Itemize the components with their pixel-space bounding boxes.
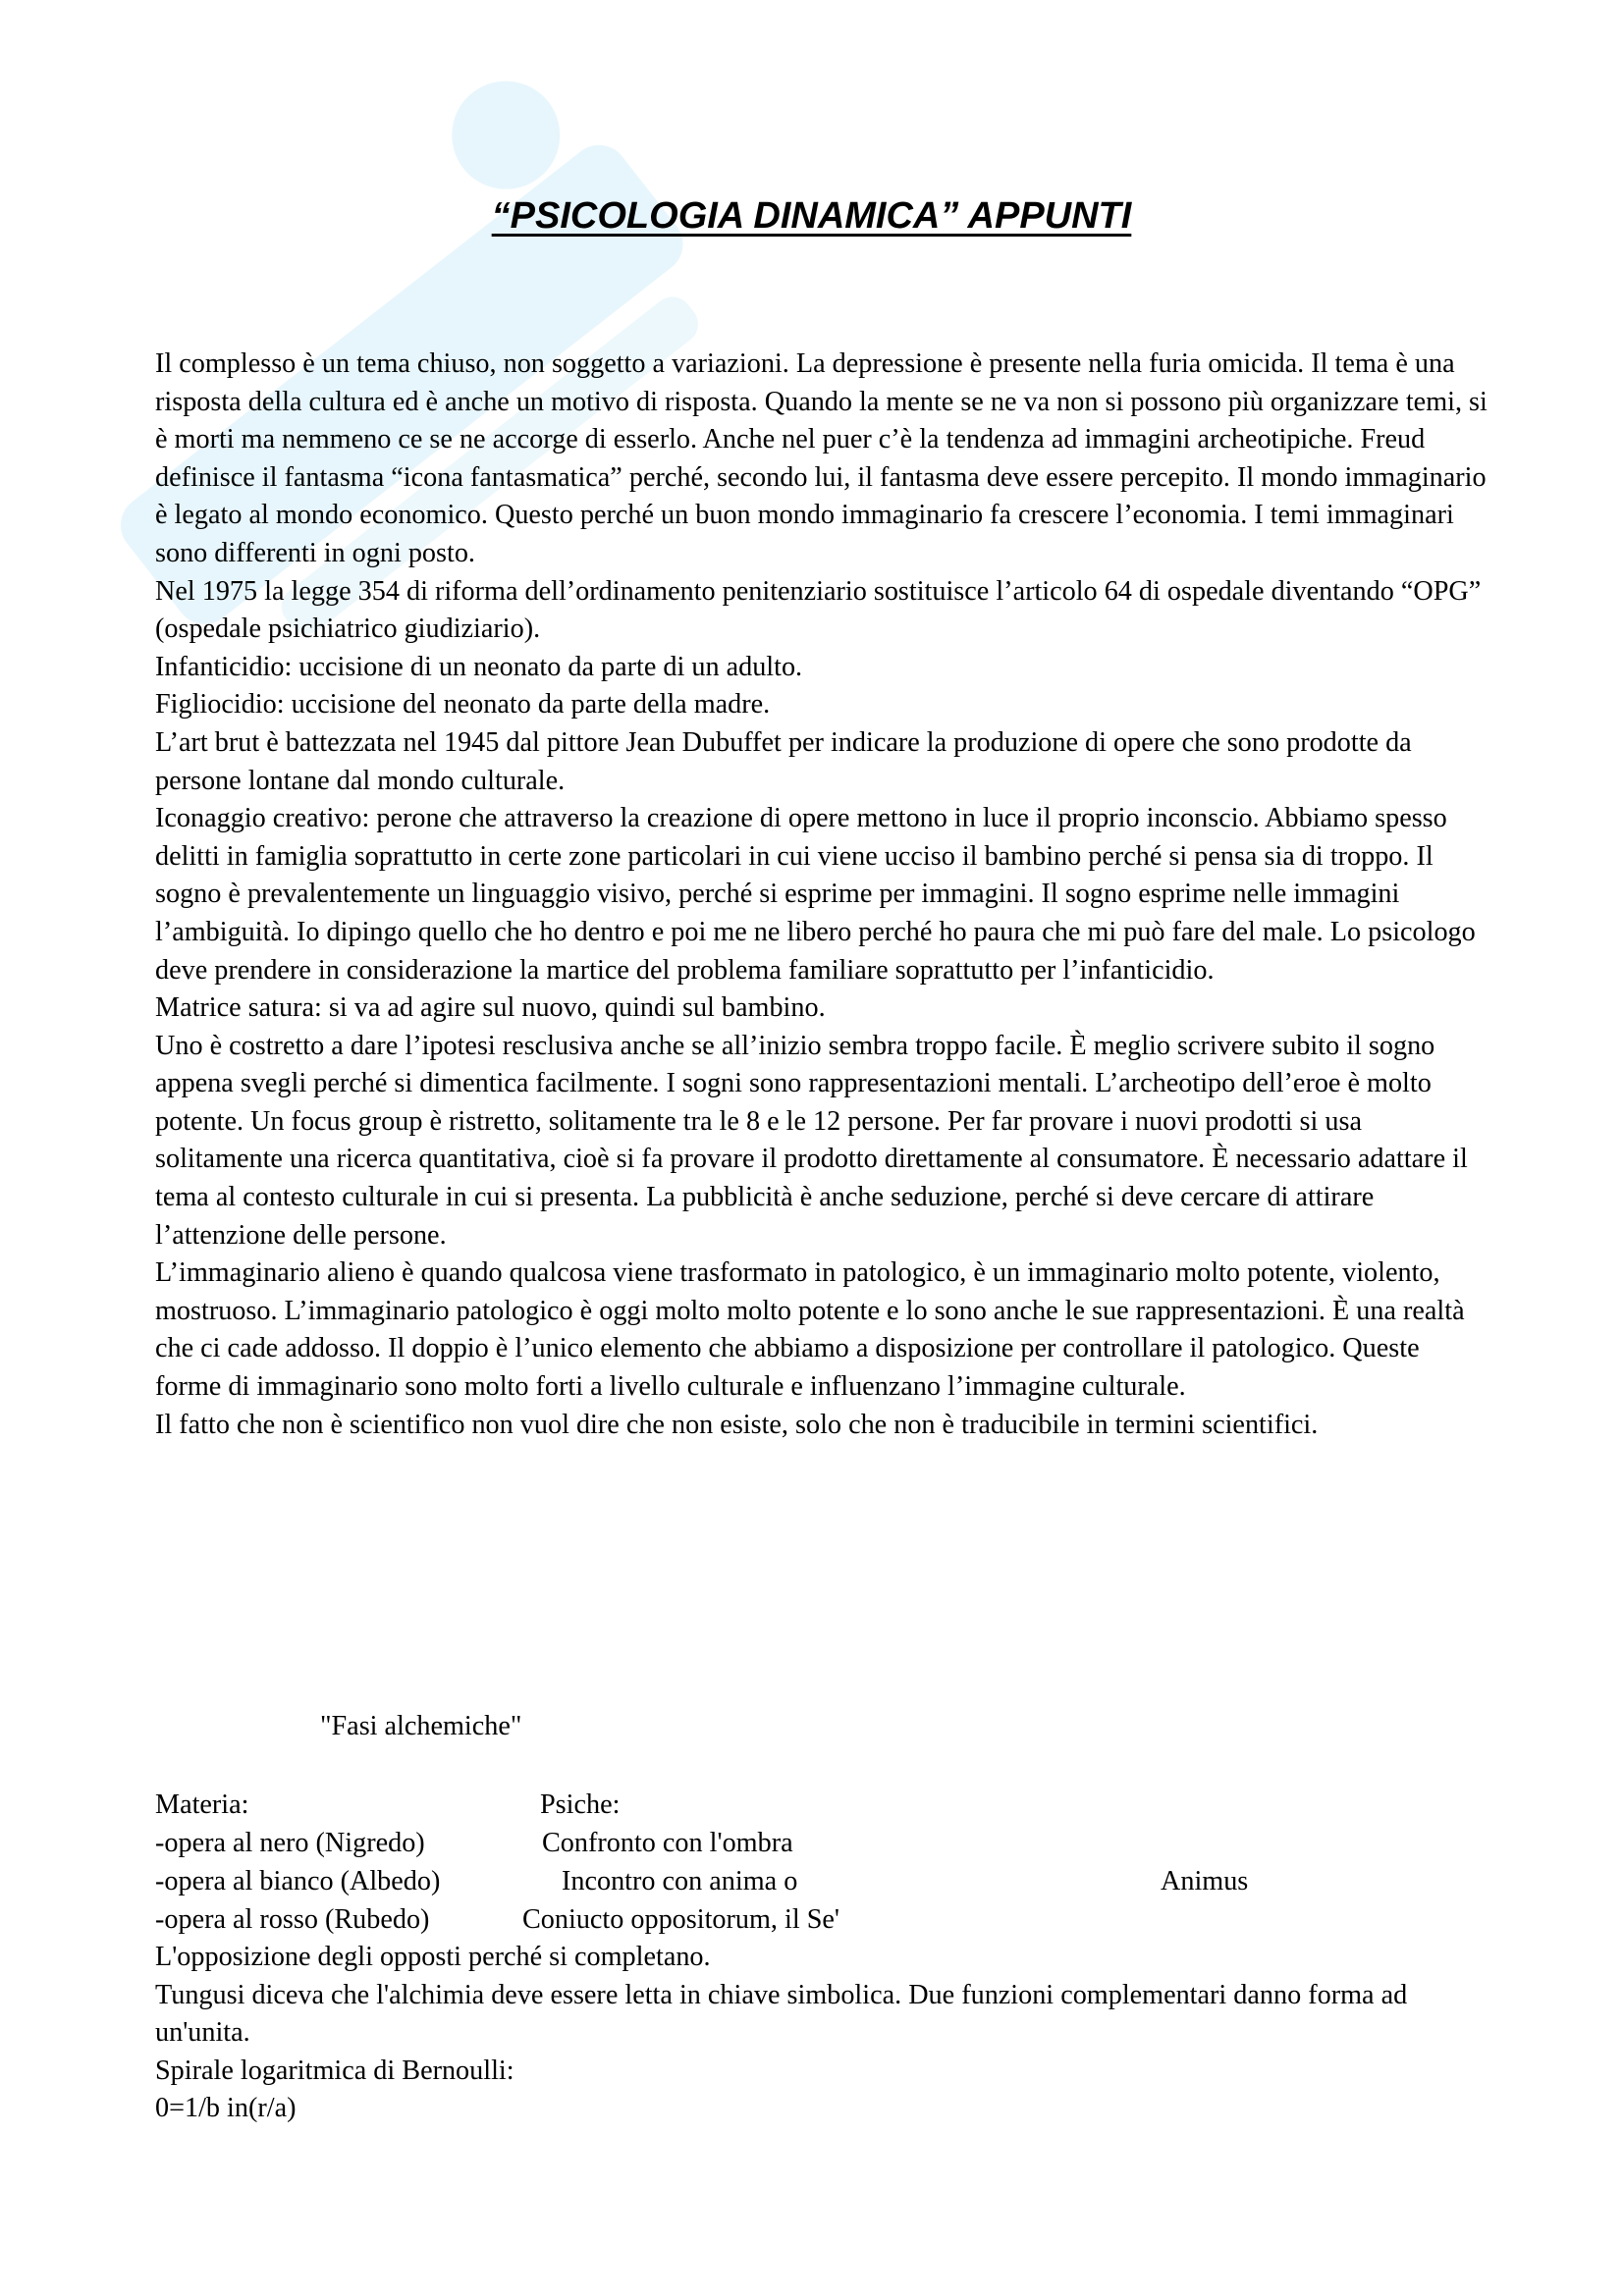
column-header-psiche: Psiche: [540,1789,621,1820]
alchemy-materia-item: -opera al rosso (Rubedo) [155,1904,430,1935]
paragraph: Infanticidio: uccisione di un neonato da parte di un adulto. [155,651,803,682]
note-line: L'opposizione degli opposti perché si completano. [155,1942,711,1972]
document-body [155,346,1490,1444]
paragraph: Matrice satura: si va ad agire sul nuovo, quindi sul bambino. [155,992,826,1024]
formula-line: 0=1/b in(r/a) [155,2093,297,2124]
alchemy-materia-item: -opera al nero (Nigredo) [155,1828,425,1858]
paragraph: Nel 1975 la legge 354 di riforma dell’ordinamento penitenziario sostituisce l’articolo 64 di ospedale diventando “OPG” (ospedale psichiatrico giudiziario). [155,575,1482,645]
paragraph: Il fatto che non è scientifico non vuol dire che non esiste, solo che non è traducibile in termini scientifici. [155,1409,1319,1440]
paragraph: L’art brut è battezzata nel 1945 dal pittore Jean Dubuffet per indicare la produzione di opere che sono prodotte da persone lontane dal mondo culturale. [155,726,1412,796]
note-line: Tungusi diceva che l'alchimia deve essere letta in chiave simbolica. Due funzioni complementari danno forma ad un'unita. [155,1979,1408,2049]
alchemy-psiche-item: Coniucto oppositorum, il Se' [522,1904,839,1935]
column-header-materia: Materia: [155,1789,249,1820]
note-line: Spirale logaritmica di Bernoulli: [155,2055,514,2086]
paragraph: Iconaggio creativo: perone che attraverso la creazione di opere mettono in luce il proprio inconscio. Abbiamo spesso delitti in famiglia soprattutto in certe zone particolari in cui viene ucciso il bambino perché si pensa sia di troppo. Il sogno è prevalentemente un linguaggio visivo, perché si esprime per immagini. Il sogno esprime nelle immagini l’ambiguità. Io dipingo quello che ho dentro e poi me ne libero perché ho paura che mi può fare del male. Lo psicologo deve prendere in considerazione la martice del problema familiare soprattutto per l’infanticidio. [155,803,1476,986]
paragraph: Uno è costretto a dare l’ipotesi resclusiva anche se all’inizio sembra troppo facile. È meglio scrivere subito il sogno appena svegli perché si dimentica facilmente. I sogni sono rappresentazioni mentali. L’archeotipo dell’eroe è molto potente. Un focus group è ristretto, solitamente tra le 8 e le 12 persone. Per far provare i nuovi prodotti si usa solitamente una ricerca quantitativa, cioè si fa provare il prodotto direttamente al consumatore. È necessario adattare il tema al contesto culturale in cui si presenta. La pubblicità è anche seduzione, perché si deve cercare di attirare l’attenzione delle persone. [155,1030,1468,1251]
alchemy-psiche-item: Confronto con l'ombra [542,1828,793,1858]
alchemy-notes [155,1939,1490,2128]
alchemy-psiche-item: Incontro con anima o [562,1866,798,1896]
paragraph: Figliocidio: uccisione del neonato da parte della madre. [155,689,771,721]
alchemy-materia-item: -opera al bianco (Albedo) [155,1866,441,1896]
paragraph: L’immaginario alieno è quando qualcosa viene trasformato in patologico, è un immaginario molto potente, violento, mostruoso. L’immaginario patologico è oggi molto molto potente e lo sono anche le sue rappresentazioni. È una realtà che ci cade addosso. Il doppio è l’unico elemento che abbiamo a disposizione per controllare il patologico. Queste forme di immaginario sono molto forti a livello culturale e influenzano l’immagine culturale. [155,1257,1465,1403]
paragraph: Il complesso è un tema chiuso, non soggetto a variazioni. La depressione è presente nella furia omicida. Il tema è una risposta della cultura ed è anche un motivo di risposta. Quando la mente se ne va non si possono più organizzare temi, si è morti ma nemmeno ce se ne accorge di esserlo. Anche nel puer c’è la tendenza ad immagini archeotipiche. Freud definisce il fantasma “icona fantasmatica” perché, secondo lui, il fantasma deve essere percepito. Il mondo immaginario è legato al mondo economico. Questo perché un buon mondo immaginario fa crescere l’economia. I temi immaginari sono differenti in ogni posto. [155,348,1488,568]
alchemy-psiche-extra: Animus [1161,1866,1249,1896]
page-title: “PSICOLOGIA DINAMICA” APPUNTI [491,195,1132,237]
alchemy-section-title: "Fasi alchemiche" [320,1711,522,1741]
